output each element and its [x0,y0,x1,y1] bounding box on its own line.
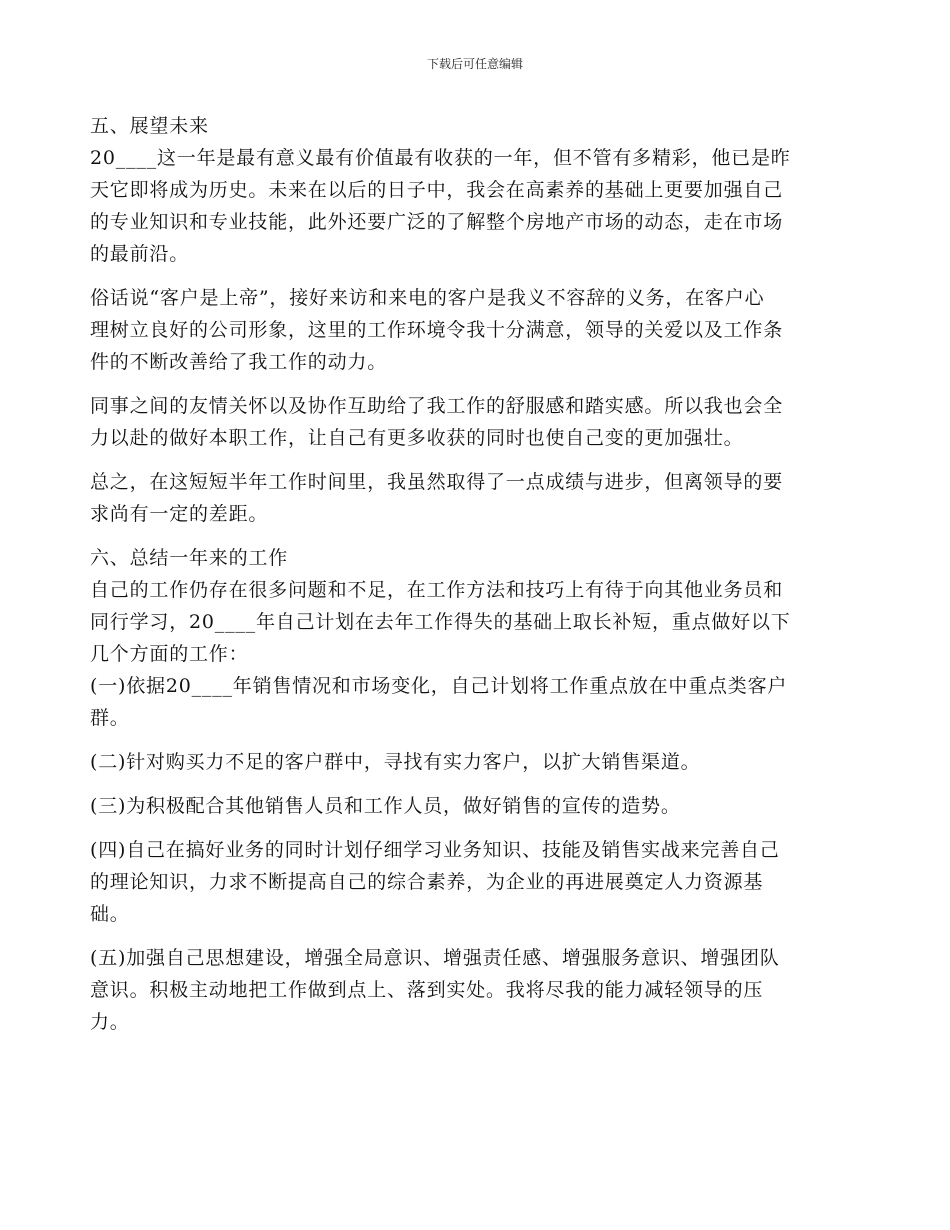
text-line: (四)自己在搞好业务的同时计划仔细学习业务知识、技能及销售实战来完善自己 [90,839,780,861]
paragraph [90,282,855,378]
text-line: 理树立良好的公司形象，这里的工作环境令我十分满意，领导的关爱以及工作条 [90,319,784,341]
text-line: 的理论知识，力求不断提高自己的综合素养，为企业的再进展奠定人力资源基 [90,871,764,893]
text-line: 件的不断改善给了我工作的动力。 [90,351,388,373]
section-heading: 五、展望未来 [90,115,209,137]
list-item [90,670,855,734]
text-line: 的最前沿。 [90,243,190,265]
document-body [90,110,855,1050]
text-line: 同事之间的友情关怀以及协作互助给了我工作的舒服感和踏实感。所以我也会全 [90,395,784,417]
text-line: 求尚有一定的差距。 [90,503,269,525]
list-item [90,834,855,930]
list-item [90,746,855,778]
paragraph [90,466,855,530]
text-line: (二)针对购买力不足的客户群中，寻找有实力客户，以扩大销售渠道。 [90,751,701,773]
text-line: 力。 [90,1011,130,1033]
text-line: (三)为积极配合其他销售人员和工作人员，做好销售的宣传的造势。 [90,795,681,817]
text-line: 天它即将成为历史。未来在以后的日子中，我会在高素养的基础上更要加强自己 [90,179,784,201]
paragraph [90,574,855,670]
text-line: 总之，在这短短半年工作时间里，我虽然取得了一点成绩与进步，但离领导的要 [90,471,784,493]
list-item [90,942,855,1038]
text-line: 自己的工作仍存在很多问题和不足，在工作方法和技巧上有待于向其他业务员和 [90,579,784,601]
text-line: 俗话说“客户是上帝”，接好来访和来电的客户是我义不容辞的义务，在客户心 [90,287,765,309]
text-line: 同行学习，20____年自己计划在去年工作得失的基础上取长补短，重点做好以下 [90,611,791,633]
text-line: 力以赴的做好本职工作，让自己有更多收获的同时也使自己变的更加强壮。 [90,427,744,449]
section-heading: 六、总结一年来的工作 [90,547,289,569]
text-line: 础。 [90,903,130,925]
text-line: (五)加强自己思想建设，增强全局意识、增强责任感、增强服务意识、增强团队 [90,947,780,969]
text-line: (一)依据20____年销售情况和市场变化，自己计划将工作重点放在中重点类客户 [90,675,788,697]
paragraph [90,390,855,454]
page-header: 下载后可任意编辑 [426,57,523,71]
text-line: 群。 [90,707,130,729]
text-line: 意识。积极主动地把工作做到点上、落到实处。我将尽我的能力减轻领导的压 [90,979,764,1001]
paragraph [90,142,855,270]
list-item [90,790,855,822]
text-line: 几个方面的工作： [90,643,249,665]
text-line: 的专业知识和专业技能，此外还要广泛的了解整个房地产市场的动态，走在市场 [90,211,784,233]
text-line: 20____这一年是最有意义最有价值最有收获的一年，但不管有多精彩，他已是昨 [90,147,791,169]
